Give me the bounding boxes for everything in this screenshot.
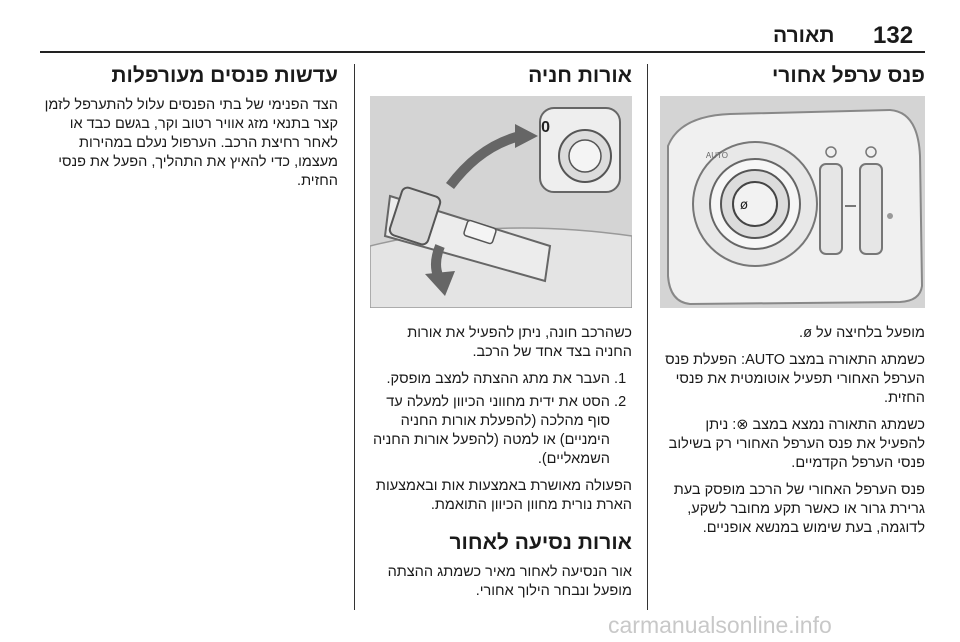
light-switch-illustration: [660, 96, 925, 308]
parking-lights-confirmation: הפעולה מאושרת באמצעות אות ובאמצעות הארת נורית מחוון הכיוון התואמת.: [375, 478, 632, 513]
turn-signal-lever-illustration: [370, 96, 632, 308]
step-2: 2. הסט את ידית מחווני הכיוון למעלה עד סוף מהלכה (להפעלת אורות החניה הימניים) או למטה (להפעל אורות החניה השמאליים).: [370, 393, 610, 469]
parking-lights-section: [370, 64, 632, 609]
misted-lenses-text: הצד הפנימי של בתי הפנסים עלול להתערפל לזמן קצר בתנאי מזג אוויר רטוב וקר, בגשם כבד או לאחר רחיצת הרכב. הערפול נעלם במהירות מעצמו, כדי להאיץ את התהליך, הפעל את פנסי החזית.: [44, 97, 338, 189]
chapter-title: תאורה: [773, 24, 835, 47]
header-rule: [40, 51, 925, 53]
step-1: 1. העבר את מתג ההצתה למצב מופסק.: [370, 370, 610, 389]
svg-text:ø: ø: [740, 198, 748, 213]
section-heading: אורות חניה: [528, 64, 632, 87]
reversing-lights-text: אור הנסיעה לאחור מאיר כשמתג ההצתה מופעל ונבחר הילוך אחורי.: [387, 564, 632, 599]
rear-fog-activation-text: מופעל בלחיצה על ø.: [799, 325, 925, 341]
column-divider-right: [647, 64, 648, 610]
rear-fog-light-section: [660, 64, 925, 546]
column-divider-left: [354, 64, 355, 610]
reversing-lights-heading: אורות נסיעה לאחור: [449, 531, 632, 554]
misted-lenses-section: [40, 64, 338, 199]
rear-fog-towing-text: פנס הערפל האחורי של הרכב מופסק בעת גרירת גרור או כאשר תקע מחובר לשקע, לדוגמה, בעת שימוש במנשא אופניים.: [673, 482, 925, 536]
rear-fog-auto-text: כשמתג התאורה במצב AUTO: הפעלת פנס הערפל האחורי תפעיל אוטומטית את פנסי החזית.: [665, 352, 925, 406]
page-number: 132: [873, 22, 914, 49]
parking-lights-steps: [370, 370, 632, 469]
figure-label: 0: [541, 119, 550, 136]
turn-signal-lever-figure: [370, 96, 632, 308]
section-heading: פנס ערפל אחורי: [771, 64, 925, 87]
section-heading: עדשות פנסים מעורפלות: [111, 64, 338, 87]
parking-lights-intro: כשהרכב חונה, ניתן להפעיל את אורות החניה בצד אחד של הרכב.: [407, 325, 632, 360]
light-switch-figure: [660, 96, 925, 308]
watermark: carmanualsonline.info: [608, 612, 832, 638]
rear-fog-position-text: כשמתג התאורה נמצא במצב ⊗: ניתן להפעיל את פנס הערפל האחורי רק בשילוב פנסי הערפל הקדמיים.: [668, 417, 925, 471]
page-header: [0, 0, 960, 54]
svg-text:AUTO: AUTO: [705, 151, 728, 160]
